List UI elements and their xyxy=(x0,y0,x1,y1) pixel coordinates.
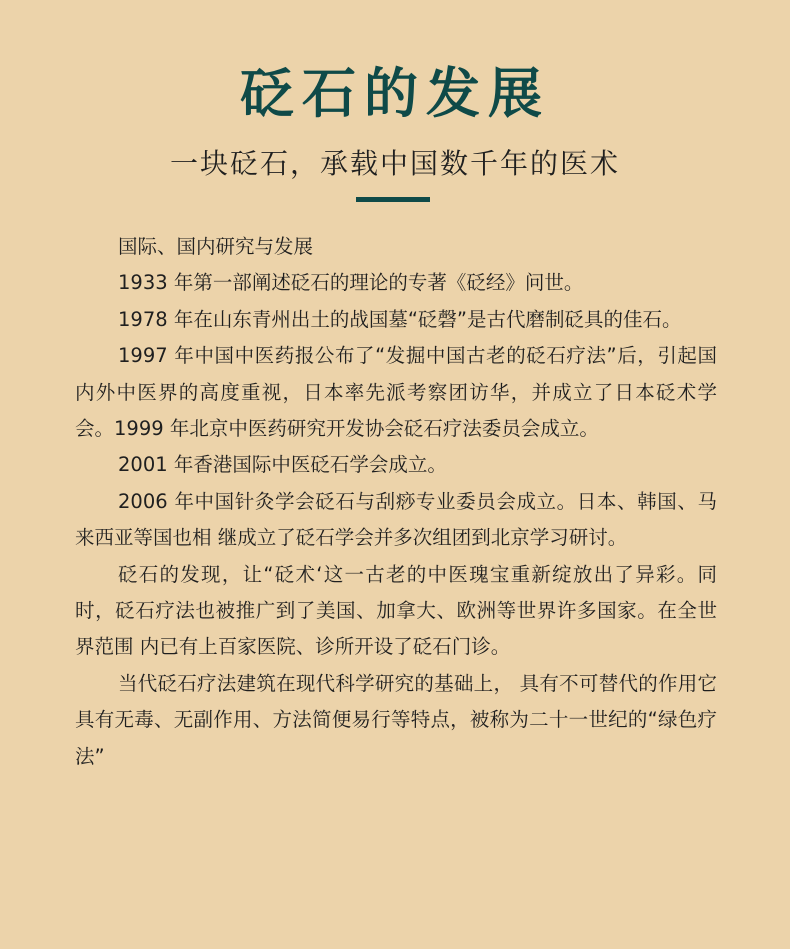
paragraph-1997: 1997 年中国中医药报公布了“发掘中国古老的砭石疗法”后，引起国内外中医界的高度重视，日本率先派考察团访华，并成立了日本砭术学会。1999 年北京中医药研究开发协会砭石疗法委员会成立。 xyxy=(75,344,717,441)
paragraph-section-heading: 国际、国内研究与发展 xyxy=(118,235,314,258)
paragraph-discovery: 砭石的发现，让“砭术‘这一古老的中医瑰宝重新绽放出了异彩。同时，砭石疗法也被推广到了美国、加拿大、欧洲等世界许多国家。在全世界范围 内已有上百家医院、诊所开设了砭石门诊。 xyxy=(75,562,717,659)
page-title: 砭石的发展 xyxy=(240,62,550,125)
paragraph-2006: 2006 年中国针灸学会砭石与刮痧专业委员会成立。日本、韩国、马来西亚等国也相 继成立了砭石学会并多次组团到北京学习研讨。 xyxy=(75,489,717,550)
paragraph-modern: 当代砭石疗法建筑在现代科学研究的基础上， 具有不可替代的作用它具有无毒、无副作用、方法简便易行等特点，被称为二十一世纪的“绿色疗法” xyxy=(75,671,717,768)
paragraph-2001: 2001 年香港国际中医砭石学会成立。 xyxy=(118,453,447,477)
article-body xyxy=(75,229,717,775)
paragraph-1933: 1933 年第一部阐述砭石的理论的专著《砭经》问世。 xyxy=(118,271,584,295)
title-divider xyxy=(356,197,430,202)
paragraph-1978: 1978 年在山东青州出土的战国墓“砭磬”是古代磨制砭具的佳石。 xyxy=(118,307,682,331)
page-subtitle: 一块砭石，承载中国数千年的医术 xyxy=(169,147,620,180)
